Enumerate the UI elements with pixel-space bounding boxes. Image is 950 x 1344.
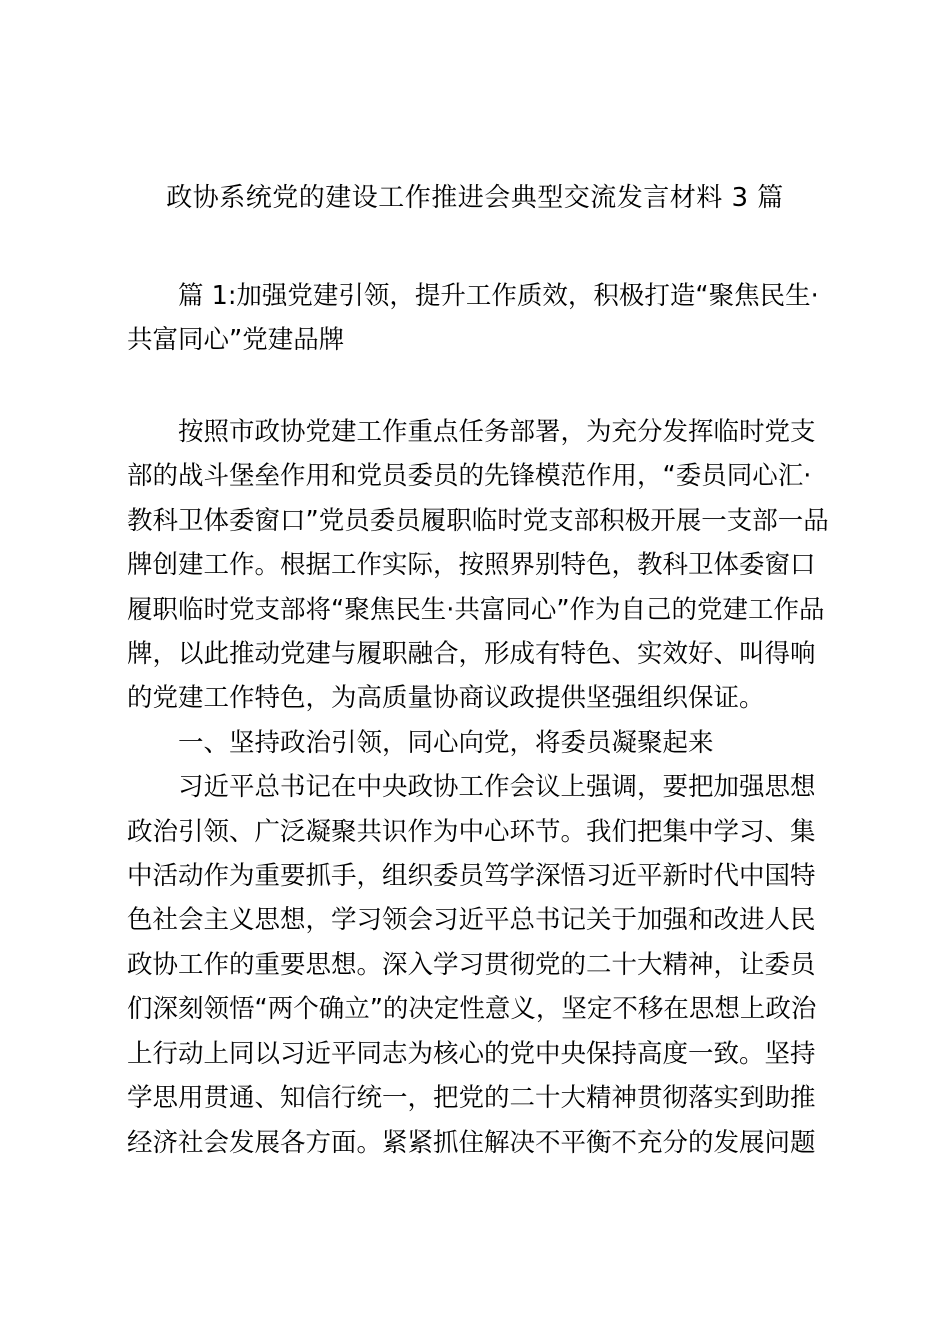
text-line: 履职临时党支部将“聚焦民生·共富同心”作为自己的党建工作品 bbox=[127, 594, 825, 625]
subtitle-line: 篇 1:加强党建引领，提升工作质效，积极打造“聚焦民生· bbox=[178, 281, 819, 311]
text-line: 色社会主义思想，学习领会习近平总书记关于加强和改进人民 bbox=[127, 905, 816, 936]
paragraph-intro bbox=[127, 410, 827, 721]
text-line: 政治引领、广泛凝聚共识作为中心环节。我们把集中学习、集 bbox=[127, 816, 816, 847]
text-line: 牌，以此推动党建与履职融合，形成有特色、实效好、叫得响 bbox=[127, 639, 816, 670]
text-line: 政协工作的重要思想。深入学习贯彻党的二十大精神，让委员 bbox=[127, 949, 816, 980]
document-body bbox=[127, 410, 827, 1165]
paragraph-political-guidance bbox=[127, 765, 827, 1165]
section-subtitle bbox=[127, 274, 827, 362]
text-line: 牌创建工作。根据工作实际，按照界别特色，教科卫体委窗口 bbox=[127, 550, 816, 581]
text-line: 教科卫体委窗口”党员委员履职临时党支部积极开展一支部一品 bbox=[127, 505, 829, 536]
text-line: 中活动作为重要抓手，组织委员笃学深悟习近平新时代中国特 bbox=[127, 861, 816, 892]
text-line: 的党建工作特色，为高质量协商议政提供坚强组织保证。 bbox=[127, 683, 765, 714]
text-line: 按照市政协党建工作重点任务部署，为充分发挥临时党支 bbox=[178, 417, 816, 447]
text-line: 们深刻领悟“两个确立”的决定性意义，坚定不移在思想上政治 bbox=[127, 994, 817, 1025]
section-heading: 一、坚持政治引领，同心向党，将委员凝聚起来 bbox=[178, 727, 714, 758]
subtitle-line: 共富同心”党建品牌 bbox=[127, 325, 345, 355]
document-title: 政协系统党的建设工作推进会典型交流发言材料 3 篇 bbox=[166, 183, 784, 213]
text-line: 上行动上同以习近平同志为核心的党中央保持高度一致。坚持 bbox=[127, 1038, 816, 1069]
text-line: 部的战斗堡垒作用和党员委员的先锋模范作用，“委员同心汇· bbox=[127, 461, 812, 492]
text-line: 学思用贯通、知信行统一，把党的二十大精神贯彻落实到助推 bbox=[127, 1083, 816, 1114]
text-line: 经济社会发展各方面。紧紧抓住解决不平衡不充分的发展问题 bbox=[127, 1127, 816, 1158]
text-line: 习近平总书记在中央政协工作会议上强调，要把加强思想 bbox=[178, 772, 816, 803]
